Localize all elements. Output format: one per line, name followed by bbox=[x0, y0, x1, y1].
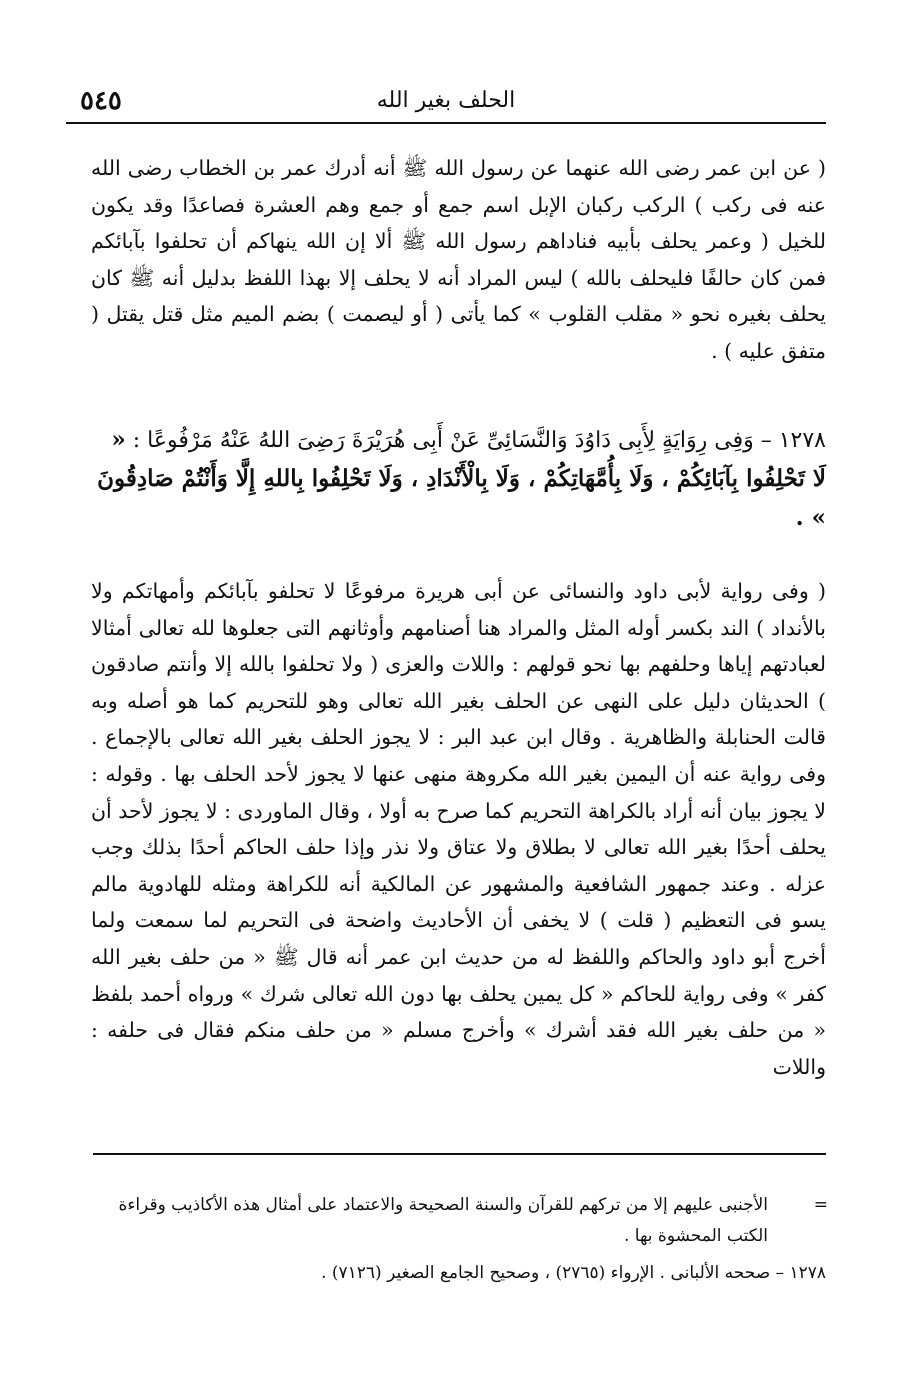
page-header bbox=[66, 82, 826, 124]
hadith-intro: ١٢٧٨ – وَفِى رِوَايَةٍ لِأَبِى دَاوُدَ وَالنَّسَائِىِّ عَنْ أَبِى هُرَيْرَةَ رَضِىَ اللهُ عَنْهُ مَرْفُوعًا : bbox=[132, 428, 826, 453]
running-title: الحلف بغير الله bbox=[376, 88, 516, 113]
footnote-1278: ١٢٧٨ – صححه الألبانى . الإرواء (٢٧٦٥) ، وصحيح الجامع الصغير (٧١٢٦) . bbox=[321, 1263, 826, 1283]
footnote-divider bbox=[93, 1153, 826, 1155]
hadith-1278 bbox=[91, 421, 826, 538]
page-number: ٥٤٥ bbox=[80, 86, 122, 116]
footnote-continuation bbox=[91, 1190, 826, 1252]
continuation-marker: = bbox=[813, 1195, 828, 1215]
commentary-paragraph-2: ( وفى رواية لأبى داود والنسائى عن أبى هريرة مرفوعًا لا تحلفو بآبائكم وأمهاتكم ولا بالأنداد ) الند بكسر أوله المثل والمراد هنا أصنامهم وأوثانهم التى جعلوها لله تعالى أمثالا لعبادتهم إياها وحلفهم بها نحو قولهم : واللات والعزى ( ولا تحلفوا بالله إلا وأنتم صادقون ) الحديثان دليل على النهى عن الحلف بغير الله تعالى وهو للتحريم كما هو أصله وبه قالت الحنابلة والظاهرية . وقال ابن عبد البر : لا يجوز الحلف بغير الله تعالى بالإجماع . وفى رواية عنه أن اليمين بغير الله مكروهة منهى عنها لا يجوز لأحد الحلف بها . وقوله : لا يجوز بيان أنه أراد بالكراهة التحريم كما صرح به أولا ، وقال الماوردى : لا يجوز لأحد أن يحلف أحدًا بغير الله تعالى لا بطلاق ولا عتاق ولا نذر وإذا حلف الحاكم أحدًا بذلك وجب عزله . وعند جمهور الشافعية والمشهور عن المالكية أنه للكراهة ومثله للهادوية مالم يسو فى التعظيم ( قلت ) لا يخفى أن الأحاديث واضحة فى التحريم لما سمعت ولما أخرج أبو داود والحاكم واللفظ له من حديث ابن عمر أنه قال ﷺ « من حلف بغير الله كفر » وفى رواية للحاكم « كل يمين يحلف بها دون الله تعالى شرك » ورواه أحمد بلفظ « من حلف بغير الله فقد أشرك » وأخرج مسلم « من حلف منكم فقال فى حلفه : واللات bbox=[91, 579, 826, 1079]
commentary-paragraph-1: ( عن ابن عمر رضى الله عنهما عن رسول الله ﷺ أنه أدرك عمر بن الخطاب رضى الله عنه فى ركب ) الركب ركبان الإبل اسم جمع أو جمع وهم العشرة فصاعدًا وقد يكون للخيل ( وعمر يحلف بأبيه فناداهم رسول الله ﷺ ألا إن الله ينهاكم أن تحلفوا بآبائكم فمن كان حالفًا فليحلف بالله ) ليس المراد أنه لا يحلف إلا بهذا اللفظ بدليل أنه ﷺ كان يحلف بغيره نحو « مقلب القلوب » كما يأتى ( أو ليصمت ) بضم الميم مثل قتل يقتل ( متفق عليه ) . bbox=[91, 156, 826, 363]
footnotes bbox=[91, 1190, 826, 1289]
hadith-text: « لَا تَحْلِفُوا بِآبَائِكُمْ ، وَلَا بِأُمَّهَاتِكُمْ ، وَلَا بِالْأَنْدَادِ ، وَلَا تَحْلِفُوا بِاللهِ إِلَّا وَأَنْتُمْ صَادِقُونَ » . bbox=[97, 426, 826, 531]
footnote-continuation-text: الأجنبى عليهم إلا من تركهم للقرآن والسنة الصحيحة والاعتماد على أمثال هذه الأكاذيب وقراءة الكتب المحشوة بها . bbox=[118, 1195, 768, 1246]
